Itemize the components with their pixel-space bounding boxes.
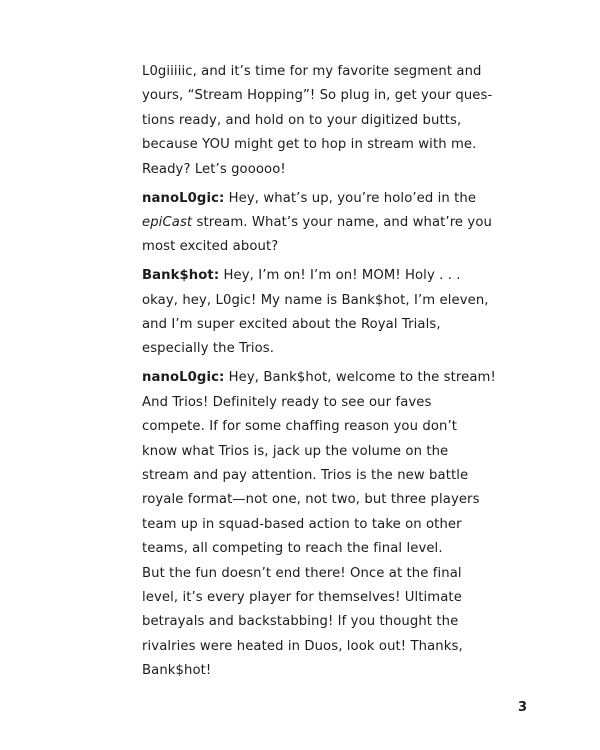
text-line: Ready? Let’s gooooo! [142,161,286,177]
speaker-name: nanoL0gic: [142,370,225,386]
speaker-name: nanoL0gic: [142,190,225,206]
text-line [142,366,496,390]
text-line: yours, “Stream Hopping”! So plug in, get your ques- [142,88,493,104]
paragraph-bankshot [142,264,489,362]
text-line: And Trios! Definitely ready to see our faves [142,394,432,410]
paragraph-intro [142,60,493,182]
text-line: betrayals and backstabbing! If you thought the [142,614,459,630]
dialogue-text: Hey, I’m on! I’m on! MOM! Holy . . . [219,268,461,284]
paragraph-nanologic-1 [142,187,492,260]
text-line [142,264,472,288]
text-line: rivalries were heated in Duos, look out! Thanks, [142,638,463,654]
text-line: and I’m super excited about the Royal Trials, [142,317,441,333]
text-line: compete. If for some chaffing reason you don’t [142,419,458,435]
text-line: Bank$hot! [142,663,212,679]
text-line: because YOU might get to hop in stream with me. [142,137,477,153]
dialogue-text: stream. What’s your name, and what’re you [192,214,492,230]
text-line: level, it’s every player for themselves! Ultimate [142,589,462,605]
text-line: most excited about? [142,239,279,255]
text-line: L0giiiiic, and it’s time for my favorite segment and [142,64,482,79]
dialogue-text: Hey, what’s up, you’re holo’ed in the [224,190,477,206]
text-line: team up in squad-based action to take on other [142,516,462,532]
text-line: royale format—not one, not two, but three players [142,492,480,508]
text-line: especially the Trios. [142,341,275,357]
text-line: teams, all competing to reach the final level. [142,541,443,557]
text-line [142,211,492,235]
text-line: But the fun doesn’t end there! Once at the final [142,565,462,581]
show-title: epiCast [142,214,193,230]
paragraph-nanologic-2 [142,366,496,683]
page-number: 3 [518,700,528,715]
text-line: okay, hey, L0gic! My name is Bank$hot, I’m eleven, [142,292,489,308]
text-line: know what Trios is, jack up the volume on the [142,443,449,459]
dialogue-text: Hey, Bank$hot, welcome to the stream! [224,370,496,386]
text-line: tions ready, and hold on to your digitized butts, [142,112,462,128]
body-text [142,60,496,684]
text-line: stream and pay attention. Trios is the new battle [142,468,469,484]
text-line [142,187,477,211]
speaker-name: Bank$hot: [142,268,220,284]
